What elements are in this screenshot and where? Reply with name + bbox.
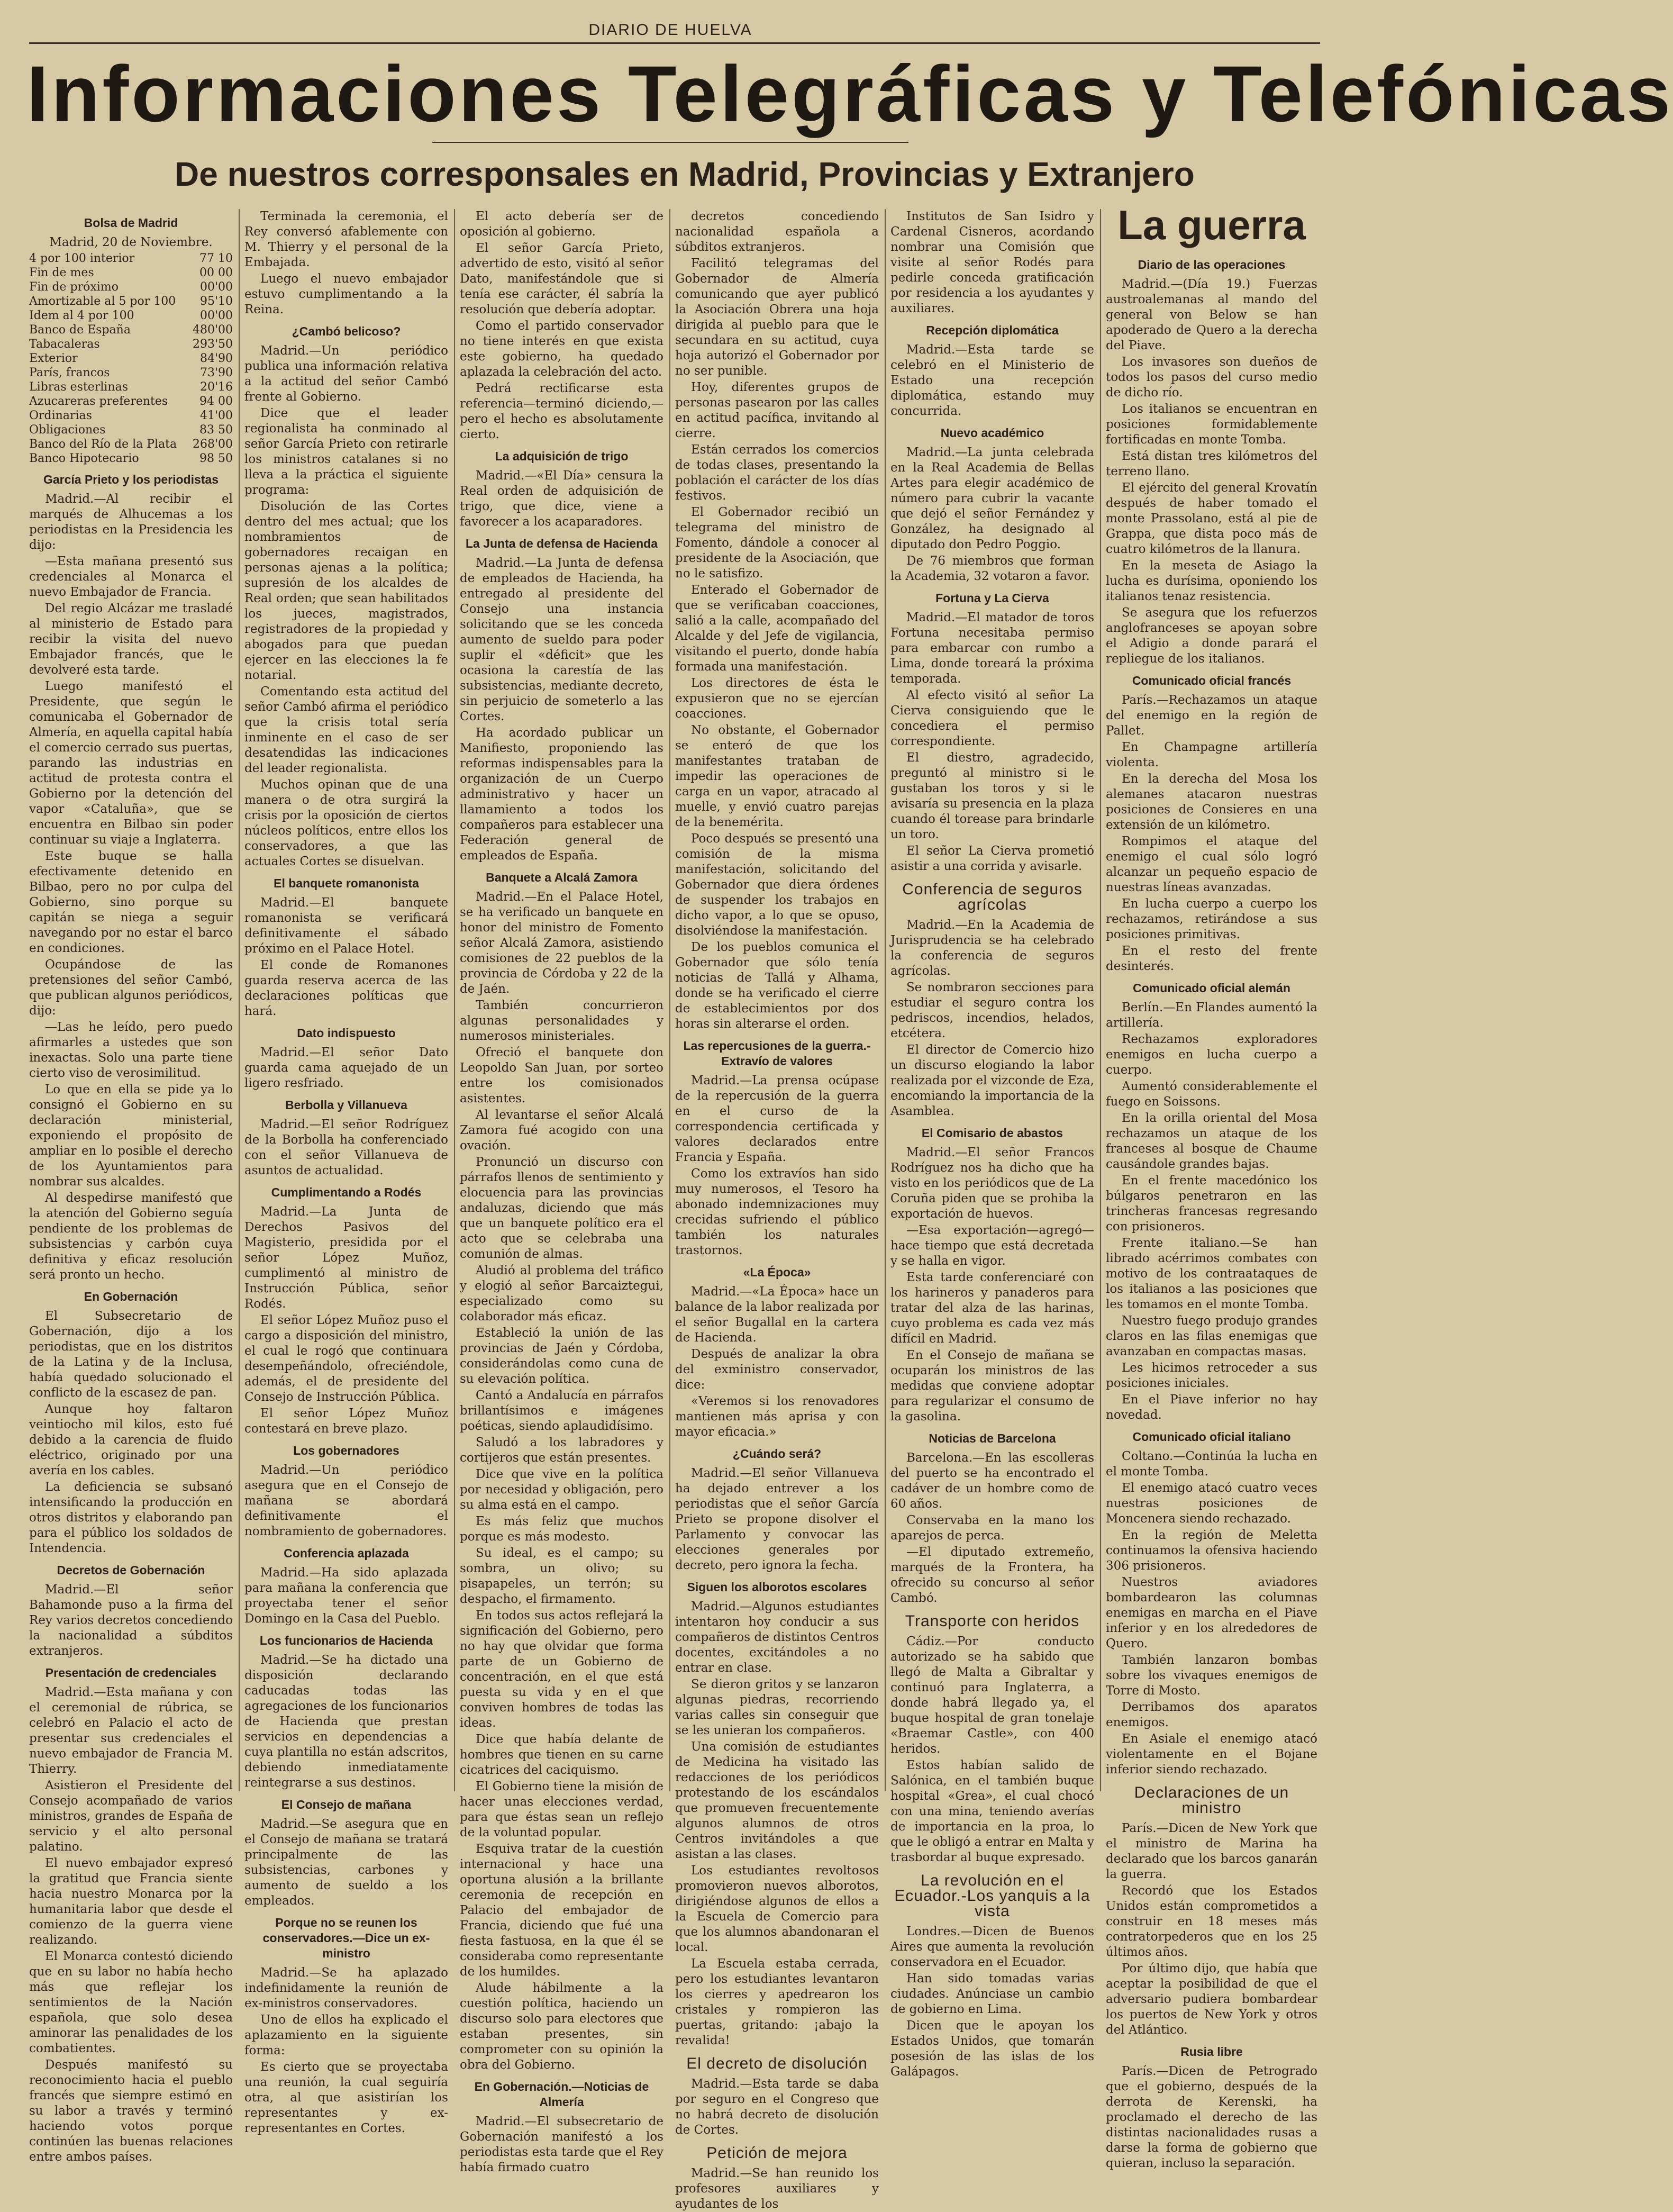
section-heading: Los gobernadores [293, 1444, 399, 1457]
paragraph: De 76 miembros que forman la Academia, 32 votaron a favor. [890, 554, 1094, 583]
table-row [29, 437, 233, 451]
table-row [29, 351, 233, 366]
paragraph: El acto debería ser de oposición al gobierno. [460, 210, 663, 239]
table-row [29, 266, 233, 280]
column-divider [239, 209, 240, 1791]
page-title: Informaciones Telegráficas y Telefónicas [26, 49, 1673, 138]
paragraph: Londres.—Dicen de Buenos Aires que aumenta la revolución conservadora en el Ecuador. [890, 1925, 1094, 1969]
paragraph: Aludió al problema del tráfico y elogió al señor Barcaiztegui, especializado como su colaborador más eficaz. [460, 1264, 663, 1323]
section-heading: Cumplimentando a Rodés [271, 1185, 422, 1199]
section-heading: Dato indispuesto [297, 1026, 396, 1040]
section-heading: Comunicado oficial italiano [1132, 1430, 1291, 1444]
paragraph: París.—Dicen de Petrogrado que el gobierno, después de la derrota de Kerenski, ha proclamado el derecho de las distintas nacionalidades rusas a darse la forma de gobierno que quieran, incluso la separación. [1106, 2064, 1317, 2170]
paragraph: Los estudiantes revoltosos promovieron nuevos alborotos, dirigiéndose algunos de ellos a la Escuela de Comercio para que los alumnos abandonaran el local. [675, 1864, 879, 1954]
paragraph: La deficiencia se subsanó intensificando la producción en otros distritos y elaborando pan para el público los soldados de Intendencia. [29, 1480, 233, 1555]
paragraph: Se asegura que los refuerzos anglofranceses se apoyan sobre el Adigio a donde parará el repliegue de los italianos. [1106, 606, 1317, 666]
column-divider [454, 209, 455, 1791]
paragraph: Madrid.—En el Palace Hotel, se ha verificado un banquete en honor del ministro de Fomento señor Alcalá Zamora, asistiendo comisiones de 22 pueblos de la provincia de Córdoba y 22 de la de Jaén. [460, 890, 663, 996]
paragraph: Madrid.—El señor Villanueva ha dejado entrever a los periodistas que el señor García Prieto se propone disolver el Parlamento y convocar las elecciones generales por decreto, pero ignora la fecha. [675, 1466, 879, 1572]
bolsa-item-value: 293'50 [192, 338, 233, 351]
paragraph: Poco después se presentó una comisión de la misma manifestación, solicitando del Gobernador que diera órdenes de suspender los trabajos en dicho vapor, a lo que se opuso, disolviéndose la manifestación. [675, 832, 879, 938]
section-heading: Declaraciones de un ministro [1134, 1784, 1289, 1817]
section-heading: Siguen los alborotos escolares [687, 1580, 867, 1594]
paragraph: Madrid.—(Día 19.) Fuerzas austroalemanas al mando del general von Below se han apoderado de Quero a la derecha del Piave. [1106, 277, 1317, 352]
section-heading: El Comisario de abastos [921, 1126, 1063, 1140]
paragraph: Está distan tres kilómetros del terreno llano. [1106, 449, 1317, 478]
paragraph: Luego manifestó el Presidente, que según le comunicaba el Gobernador de Almería, en aquella capital había el comercio cerrado sus puertas, parando las industrias en actitud de protesta contra el Gobierno por la detención del vapor «Cataluña», que se encuentra en Bilbao sin poder continuar su viaje a Inglaterra. [29, 679, 233, 847]
section-heading: El Consejo de mañana [281, 1798, 412, 1811]
paragraph: También concurrieron algunas personalidades y numerosos ministeriales. [460, 999, 663, 1043]
paragraph: El señor López Muñoz contestará en breve plazo. [244, 1407, 448, 1436]
paragraph: Al levantarse el señor Alcalá Zamora fué acogido con una ovación. [460, 1108, 663, 1153]
section-heading: Berbolla y Villanueva [285, 1098, 407, 1112]
paragraph: Berlín.—En Flandes aumentó la artillería. [1106, 1001, 1317, 1030]
table-row [29, 409, 233, 423]
section-heading: Los funcionarios de Hacienda [259, 1634, 433, 1647]
section-heading: La Junta de defensa de Hacienda [465, 537, 658, 550]
paragraph: Madrid.—Se asegura que en el Consejo de mañana se tratará principalmente de las subsistencias, carbones y aumento de sueldo a los empleados. [244, 1817, 448, 1908]
paragraph: Una comisión de estudiantes de Medicina ha visitado las redacciones de los periódicos protestando de los escándalos que promueven frecuentemente algunos alumnos de otros Centros invitándoles a que asistan a las clases. [675, 1740, 879, 1861]
bolsa-item-value: 268'00 [192, 438, 233, 451]
paragraph: —Esta mañana presentó sus credenciales al Monarca el nuevo Embajador de Francia. [29, 555, 233, 599]
table-row [29, 251, 233, 266]
bolsa-item-name: Exterior [29, 352, 78, 365]
section-heading: El banquete romanonista [274, 876, 419, 890]
paragraph: —Esa exportación—agregó—hace tiempo que está decretada y se halla en vigor. [890, 1223, 1094, 1268]
paragraph: Les hicimos retroceder a sus posiciones iniciales. [1106, 1361, 1317, 1390]
paragraph: Dice que vive en la política por necesidad y obligación, pero su alma está en el campo. [460, 1467, 663, 1512]
bolsa-item-name: Obligaciones [29, 423, 106, 437]
paragraph: Hoy, diferentes grupos de personas pasearon por las calles en actitud pacífica, invitando al cierre. [675, 380, 879, 440]
section-heading: La revolución en el Ecuador.-Los yanquis a la vista [894, 1872, 1090, 1920]
paragraph: El conde de Romanones guarda reserva acerca de las declaraciones políticas que hará. [244, 958, 448, 1018]
paragraph: Frente italiano.—Se han librado acérrimos combates con motivo de los contraataques de los italianos a las posiciones que les tomamos en el monte Tomba. [1106, 1236, 1317, 1311]
paragraph: El director de Comercio hizo un discurso elogiando la labor realizada por el vizconde de Eza, encomiando la importancia de la Asamblea. [890, 1043, 1094, 1118]
paragraph: Madrid.—En la Academia de Jurisprudencia se ha celebrado la conferencia de seguros agrícolas. [890, 918, 1094, 978]
paragraph: El señor García Prieto, advertido de esto, visitó al señor Dato, manifestándole que si tenía ese carácter, él sabría la resolución que debería adoptar. [460, 241, 663, 316]
paragraph: Madrid.—Un periódico publica una información relativa a la actitud del señor Cambó frente al Gobierno. [244, 344, 448, 404]
paragraph: Esquiva tratar de la cuestión internacional y hace una oportuna alusión a la brillante ceremonia de recepción en Palacio del embajador de Francia, diciendo que fué una fiesta fastuosa, en la que él se consideraba como representante de los humildes. [460, 1842, 663, 1979]
column-divider [885, 209, 886, 1791]
bolsa-item-value: 00 00 [199, 266, 233, 279]
section-heading: Diario de las operaciones [1138, 258, 1286, 271]
paragraph: Los invasores son dueños de todos los pasos del curso medio de dicho río. [1106, 355, 1317, 400]
column-2 [244, 209, 448, 2135]
table-row [29, 323, 233, 337]
bolsa-table [29, 251, 233, 466]
paragraph: Pronunció un discurso con párrafos llenos de sentimiento y elocuencia para las provincias andaluzas, diciendo que más que un banquete político era el acto que se celebraba una comunión de almas. [460, 1155, 663, 1261]
section-heading: «La Época» [743, 1265, 811, 1279]
paragraph: Barcelona.—En las escolleras del puerto se ha encontrado el cadáver de un hombre como de 60 años. [890, 1451, 1094, 1511]
paragraph: Aumentó considerablemente el fuego en Soissons. [1106, 1080, 1317, 1109]
paragraph: Madrid.—El señor Rodríguez de la Borbolla ha conferenciado con el señor Villanueva de asuntos de actualidad. [244, 1118, 448, 1177]
paragraph: Madrid.—Esta tarde se daba por seguro en el Congreso que no habrá decreto de disolución de Cortes. [675, 2077, 879, 2137]
bolsa-item-name: Amortizable al 5 por 100 [29, 295, 176, 308]
paragraph: En el resto del frente desinterés. [1106, 944, 1317, 973]
paragraph: París.—Dicen de New York que el ministro de Marina ha declarado que los barcos ganarán la guerra. [1106, 1821, 1317, 1881]
paragraph: Aunque hoy faltaron veintiocho mil kilos, esto fué debido a la carencia de fluido eléctrico, originado por una avería en los cables. [29, 1402, 233, 1477]
section-heading: Bolsa de Madrid [84, 216, 178, 230]
paragraph: Disolución de las Cortes dentro del mes actual; que los nombramientos de gobernadores recaigan en personas ajenas a la política; supresión de los alcaldes de Real orden; que sean habilitados los jueces, magistrados, registradores de la propiedad y abogados para que puedan ejercer en las elecciones la fe notarial. [244, 500, 448, 682]
table-row [29, 451, 233, 466]
section-heading: Decretos de Gobernación [57, 1563, 205, 1577]
table-row [29, 294, 233, 309]
paragraph: Madrid.—Un periódico asegura que en el Consejo de mañana se abordará definitivamente el nombramiento de gobernadores. [244, 1463, 448, 1538]
paragraph: Recordó que los Estados Unidos están comprometidos a construir en 18 meses más contratorpederos que en los 25 últimos años. [1106, 1884, 1317, 1959]
paragraph: También lanzaron bombas sobre los vivaques enemigos de Torre di Mosto. [1106, 1653, 1317, 1698]
paragraph: Por último dijo, que había que aceptar la posibilidad de que el adversario pudiera bombardear los puertos de New York y otros del Atlántico. [1106, 1962, 1317, 2037]
paragraph: Estableció la unión de las provincias de Jaén y Córdoba, considerándolas como cuna de su elevación política. [460, 1326, 663, 1386]
section-heading: Conferencia aplazada [284, 1546, 409, 1560]
section-heading: Recepción diplomática [926, 323, 1059, 337]
paragraph: Conservaba en la mano los aparejos de perca. [890, 1513, 1094, 1543]
paragraph: Madrid.—Se ha aplazado indefinidamente la reunión de ex-ministros conservadores. [244, 1966, 448, 2010]
paragraph: Facilitó telegramas del Gobernador de Almería comunicando que ayer publicó la Asociación Obrera una hoja dirigida al pueblo para que le secundara en su actitud, cuya hoja autorizó el Gobernador por no ser punible. [675, 257, 879, 378]
paragraph: El señor López Muñoz puso el cargo a disposición del ministro, el cual le rogó que continuara desempeñándolo, ofreciéndole, además, el de presidente del Consejo de Instrucción Pública. [244, 1313, 448, 1404]
table-row [29, 309, 233, 323]
bolsa-item-value: 20'16 [199, 380, 233, 394]
section-heading: En Gobernación.—Noticias de Almería [474, 2080, 649, 2109]
paragraph: —Las he leído, pero puedo afirmarles a ustedes que son inexactas. Solo una parte tiene cierto viso de verosimilitud. [29, 1020, 233, 1080]
paragraph: En lucha cuerpo a cuerpo los rechazamos, retirándose a sus posiciones primitivas. [1106, 897, 1317, 941]
paragraph: Madrid.—La junta celebrada en la Real Academia de Bellas Artes para elegir académico de número para cubrir la vacante que dejó el señor Fernández y González, ha designado al diputado don Pedro Poggio. [890, 446, 1094, 551]
paragraph: Esta tarde conferenciaré con los harineros y panaderos para tratar del alza de las harinas, cuyo problema es cada vez más difícil en Madrid. [890, 1271, 1094, 1346]
paragraph: Madrid.—La Junta de defensa de empleados de Hacienda, ha entregado al presidente del Consejo una instancia solicitando que se les conceda aumento de sueldo para poder suplir el «déficit» que les ocasiona la carestía de las subsistencias, mediante decreto, sin perjuicio de someterlo a las Cortes. [460, 556, 663, 723]
section-heading: Porque no se reunen los conservadores.—Dice un ex-ministro [262, 1916, 430, 1960]
paragraph: Comentando esta actitud del señor Cambó afirma el periódico que la crisis total sería inminente en el caso de ser desatendidas las indicaciones del leader regionalista. [244, 685, 448, 775]
paragraph: Este buque se halla efectivamente detenido en Bilbao, pero no por culpa del Gobierno, sino porque su capitán se niega a seguir navegando por no estar el barco en condiciones. [29, 849, 233, 955]
paragraph: Madrid.—El señor Francos Rodríguez nos ha dicho que ha visto en los periódicos que de La Coruña piden que se prohiba la exportación de huevos. [890, 1146, 1094, 1221]
paragraph: decretos concediendo nacionalidad española a súbditos extranjeros. [675, 210, 879, 254]
bolsa-item-name: Libras esterlinas [29, 380, 128, 394]
column-3 [460, 209, 663, 2174]
section-heading: Conferencia de seguros agrícolas [902, 881, 1083, 913]
title-rule [432, 142, 908, 143]
table-row [29, 366, 233, 380]
paragraph: En Asiale el enemigo atacó violentamente en el Bojane inferior siendo rechazado. [1106, 1732, 1317, 1776]
paragraph: En el Consejo de mañana se ocuparán los ministros de las medidas que conviene adoptar para regularizar el consumo de la gasolina. [890, 1348, 1094, 1424]
bolsa-item-name: Azucareras preferentes [29, 395, 168, 408]
paragraph: Nuestro fuego produjo grandes claros en las filas enemigas que avanzaban en compactas masas. [1106, 1314, 1317, 1358]
paragraph: «Veremos si los renovadores mantienen más aprisa y con mayor eficacia.» [675, 1394, 879, 1439]
section-heading: Petición de mejora [706, 2144, 848, 2162]
paragraph: Madrid.—El subsecretario de Gobernación manifestó a los periodistas esta tarde que el Rey había firmado cuatro [460, 2115, 663, 2174]
paragraph: En Champagne artillería violenta. [1106, 740, 1317, 769]
paragraph: Madrid.—«La Época» hace un balance de la labor realizada por el señor Bugallal en la cartera de Hacienda. [675, 1285, 879, 1345]
bolsa-item-value: 94 00 [199, 395, 233, 408]
paragraph: El enemigo atacó cuatro veces nuestras posiciones de Moncenera siendo rechazado. [1106, 1481, 1317, 1526]
bolsa-item-value: 480'00 [192, 323, 233, 337]
paragraph: En la región de Meletta continuamos la ofensiva haciendo 306 prisioneros. [1106, 1528, 1317, 1573]
bolsa-item-name: Tabacaleras [29, 338, 100, 351]
table-row [29, 394, 233, 409]
section-heading: La adquisición de trigo [495, 449, 629, 463]
paragraph: Alude hábilmente a la cuestión política, haciendo un discurso solo para electores que estaban presentes, sin comprometer con su opinión la obra del Gobierno. [460, 1981, 663, 2072]
column-1 [29, 209, 233, 2164]
paragraph: El Gobierno tiene la misión de hacer unas elecciones verdad, para que éstas sean un reflejo de la voluntad popular. [460, 1780, 663, 1839]
bolsa-item-value: 00'00 [199, 280, 233, 294]
paragraph: Ofreció el banquete don Leopoldo San Juan, por sorteo entre los comisionados asistentes. [460, 1046, 663, 1105]
paragraph: Dice que había delante de hombres que tienen en su carne cicatrices del caciquismo. [460, 1733, 663, 1777]
paragraph: Madrid.—El señor Bahamonde puso a la firma del Rey varios decretos concediendo la nacionalidad a súbditos extranjeros. [29, 1583, 233, 1658]
paragraph: Ocupándose de las pretensiones del señor Cambó, que publican algunos periódicos, dijo: [29, 958, 233, 1018]
bolsa-item-name: Banco Hipotecario [29, 452, 139, 465]
table-row [29, 423, 233, 437]
paragraph: En la orilla oriental del Mosa rechazamos un ataque de los franceses al bosque de Chaume causándole grandes bajas. [1106, 1111, 1317, 1171]
section-heading: Las repercusiones de la guerra.-Extravío de valores [683, 1039, 871, 1068]
section-heading: Presentación de credenciales [45, 1666, 217, 1680]
paragraph: Después manifestó su reconocimiento hacia el pueblo francés que siempre estimó en su labor a través y terminó haciendo votos porque continúen las buenas relaciones entre ambos países. [29, 2058, 233, 2164]
paragraph: Rechazamos exploradores enemigos en lucha cuerpo a cuerpo. [1106, 1032, 1317, 1077]
paragraph: En la derecha del Mosa los alemanes atacaron nuestras posiciones de Consieres en una extensión de un kilómetro. [1106, 772, 1317, 832]
section-heading: Transporte con heridos [905, 1612, 1080, 1630]
column-5 [890, 209, 1094, 2079]
paragraph: Muchos opinan que de una manera o de otra surgirá la crisis por la oposición de ciertos núcleos políticos, entre ellos los conservadores, a que las actuales Cortes se disuelvan. [244, 778, 448, 868]
bolsa-item-value: 84'90 [199, 352, 233, 365]
paragraph: De los pueblos comunica el Gobernador que sólo tenía noticias de Tallá y Alhama, donde se ha verificado el cierre de establecimientos por dos horas sin alterarse el orden. [675, 940, 879, 1031]
table-row [29, 380, 233, 394]
paragraph: Madrid.—«El Día» censura la Real orden de adquisición de trigo, que dice, viene a favorecer a los acaparadores. [460, 469, 663, 529]
bolsa-item-name: Fin de próximo [29, 280, 119, 294]
bolsa-item-name: Ordinarias [29, 409, 92, 422]
section-heading: García Prieto y los periodistas [43, 473, 219, 486]
masthead: DIARIO DE HUELVA [588, 21, 752, 39]
column-divider [1100, 209, 1101, 1791]
masthead-rule [29, 42, 1320, 44]
bolsa-item-value: 95'10 [199, 295, 233, 308]
paragraph: Luego el nuevo embajador estuvo cumplimentando a la Reina. [244, 272, 448, 316]
bolsa-item-value: 83 50 [199, 423, 233, 437]
bolsa-item-value: 77 10 [199, 252, 233, 265]
section-heading: Fortuna y La Cierva [935, 591, 1049, 605]
paragraph: Madrid.—Al recibir el marqués de Alhucemas a los periodistas en la Presidencia les dijo: [29, 492, 233, 552]
paragraph: Madrid.—Esta mañana y con el ceremonial de rúbrica, se celebró en Palacio el acto de presentar sus credenciales el nuevo embajador de Francia M. Thierry. [29, 1685, 233, 1776]
section-heading: Banquete a Alcalá Zamora [486, 871, 638, 884]
paragraph: El nuevo embajador expresó la gratitud que Francia siente hacia nuestro Monarca por la humanitaria labor que desde el comienzo de la guerra viene realizando. [29, 1856, 233, 1947]
paragraph: Los directores de ésta le expusieron que no se ejercían coacciones. [675, 676, 879, 721]
column-6 [1106, 201, 1317, 2170]
paragraph: Lo que en ella se pide ya lo consignó el Gobierno en su declaración ministerial, exponiendo el propósito de ampliar en lo posible el derecho de los Ayuntamientos para nombrar sus alcaldes. [29, 1083, 233, 1189]
bolsa-item-name: Banco del Río de la Plata [29, 438, 177, 451]
section-heading: ¿Cuándo será? [732, 1447, 822, 1461]
paragraph: La Escuela estaba cerrada, pero los estudiantes levantaron los cierres y apedrearon los cristales y rompieron las puertas, gritando: ¡abajo la revalida! [675, 1957, 879, 2047]
section-heading: El decreto de disolución [686, 2055, 868, 2072]
bolsa-item-value: 00'00 [199, 309, 233, 322]
paragraph: Después de analizar la obra del exministro conservador, dice: [675, 1347, 879, 1392]
section-heading: Comunicado oficial francés [1132, 674, 1292, 687]
bolsa-item-name: 4 por 100 interior [29, 252, 135, 265]
paragraph: Como los extravíos han sido muy numerosos, el Tesoro ha abonado indemnizaciones muy crecidas sufriendo el público también los naturales trastornos. [675, 1167, 879, 1257]
paragraph: Madrid.—Se ha dictado una disposición declarando caducadas todas las agregaciones de los funcionarios de Hacienda que prestan servicios en dependencias a cuya plantilla no están adscritos, debiendo inmediatamente reintegrarse a sus destinos. [244, 1653, 448, 1790]
paragraph: Saludó a los labradores y cortijeros que están presentes. [460, 1436, 663, 1465]
bolsa-item-name: Fin de mes [29, 266, 94, 279]
paragraph: En la meseta de Asiago la lucha es durísima, oponiendo los italianos tenaz resistencia. [1106, 559, 1317, 603]
section-heading: Rusia libre [1180, 2045, 1243, 2059]
paragraph: Al efecto visitó al señor La Cierva consiguiendo que le concediera el permiso correspondiente. [890, 688, 1094, 748]
paragraph: En el Piave inferior no hay novedad. [1106, 1393, 1317, 1422]
paragraph: Madrid.—La Junta de Derechos Pasivos del Magisterio, presidida por el señor López Muñoz, cumplimentó al ministro de Instrucción Pública, señor Rodés. [244, 1205, 448, 1311]
section-heading: Nuevo académico [940, 426, 1044, 440]
page-subtitle: De nuestros corresponsales en Madrid, Provincias y Extranjero [175, 155, 1195, 193]
paragraph: Madrid.—Se han reunido los profesores auxiliares y ayudantes de los [675, 2166, 879, 2211]
paragraph: Del regio Alcázar me trasladé al ministerio de Estado para recibir la visita del nuevo Embajador francés, que le devolveré esta tarde. [29, 602, 233, 677]
bolsa-item-value: 41'00 [199, 409, 233, 422]
paragraph: Pedrá rectificarse esta referencia—terminó diciendo,—pero el hecho es absolutamente cierto. [460, 382, 663, 441]
section-heading: ¿Cambó belicoso? [292, 324, 401, 338]
paragraph: Terminada la ceremonia, el Rey conversó afablemente con M. Thierry y el personal de la Embajada. [244, 210, 448, 269]
bolsa-date: Madrid, 20 de Noviembre. [49, 235, 213, 249]
paragraph: Los italianos se encuentran en posiciones formidablemente fortificadas en monte Tomba. [1106, 402, 1317, 447]
paragraph: Dice que el leader regionalista ha conminado al señor García Prieto con retirarle los ministros catalanes si no lleva a la práctica el siguiente programa: [244, 406, 448, 497]
paragraph: El Monarca contestó diciendo que en su labor no había hecho más que reflejar los sentimientos de la Nación española, que solo desea aminorar las penalidades de los combatientes. [29, 1950, 233, 2055]
column-4 [675, 209, 879, 2211]
bolsa-item-value: 73'90 [199, 366, 233, 379]
paragraph: El Subsecretario de Gobernación, dijo a los periodistas, que en los distritos de la Latina y de la Inclusa, había quedado solucionado el conflicto de la escasez de pan. [29, 1309, 233, 1400]
bolsa-item-name: Idem al 4 por 100 [29, 309, 134, 322]
paragraph: Institutos de San Isidro y Cardenal Cisneros, acordando nombrar una Comisión que visite al señor Rodés para pedirle conceda gratificación por residencia a los ayudantes y auxiliares. [890, 210, 1094, 315]
paragraph: Asistieron el Presidente del Consejo acompañado de varios ministros, grandes de España de servicio y el alto personal palatino. [29, 1779, 233, 1854]
paragraph: Madrid.—El señor Dato guarda cama aquejado de un ligero resfriado. [244, 1046, 448, 1090]
paragraph: Han sido tomadas varias ciudades. Anúnciase un cambio de gobierno en Lima. [890, 1972, 1094, 2016]
paragraph: Al despedirse manifestó que la atención del Gobierno seguía pendiente de los problemas de subsistencias y carbón cuya definitiva y eficaz resolución será pronto un hecho. [29, 1191, 233, 1282]
paragraph: Rompimos el ataque del enemigo el cual sólo logró alcanzar un pequeño espacio de nuestras líneas avanzadas. [1106, 835, 1317, 894]
paragraph: —El diputado extremeño, marqués de la Frontera, ha ofrecido su concurso al señor Cambó. [890, 1545, 1094, 1605]
paragraph: Se nombraron secciones para estudiar el seguro contra los pedriscos, incendios, helados, etcétera. [890, 981, 1094, 1040]
paragraph: Su ideal, es el campo; su sombra, un olivo; su pisapapeles, un terrón; su despacho, el firmamento. [460, 1546, 663, 1606]
paragraph: En todos sus actos reflejará la significación del Gobierno, pero no hay que olvidar que forma parte de un Gobierno de concentración, en el que está puesta su vida y en el que conviven hombres de todas las ideas. [460, 1609, 663, 1730]
paragraph: Cantó a Andalucía en párrafos brillantísimos e imágenes poéticas, siendo aplaudidísimo. [460, 1389, 663, 1433]
section-heading: En Gobernación [84, 1290, 178, 1303]
paragraph: El Gobernador recibió un telegrama del ministro de Fomento, dándole a conocer al presidente de la Asociación, que no le satisfizo. [675, 505, 879, 581]
paragraph: Como el partido conservador no tiene interés en que exista este gobierno, ha quedado aplazada la celebración del acto. [460, 319, 663, 379]
paragraph: Están cerrados los comercios de todas clases, presentando la población el carácter de los días festivos. [675, 443, 879, 503]
section-title: La guerra [1117, 202, 1306, 248]
paragraph: Enterado el Gobernador de que se verificaban coacciones, salió a la calle, acompañado del Alcalde y del Jefe de vigilancia, visitando el puerto, donde había formada una manifestación. [675, 583, 879, 674]
bolsa-item-name: París, francos [29, 366, 110, 379]
paragraph: Nuestros aviadores bombardearon las columnas enemigas en marcha en el Piave inferior y en los alrededores de Quero. [1106, 1575, 1317, 1651]
bolsa-item-value: 98 50 [199, 452, 233, 465]
paragraph: Derribamos dos aparatos enemigos. [1106, 1700, 1317, 1729]
paragraph: Cádiz.—Por conducto autorizado se ha sabido que llegó de Malta a Gibraltar y continuó para Inglaterra, a donde habrá llegado ya, el buque hospital de gran tonelaje «Braemar Castle», con 400 heridos. [890, 1635, 1094, 1756]
paragraph: Ha acordado publicar un Manifiesto, proponiendo las reformas indispensables para la organización de un Cuerpo administrativo y hacer un llamamiento a todos los compañeros para establecer una Federación general de empleados de España. [460, 726, 663, 863]
paragraph: Es cierto que se proyectaba una reunión, la cual seguiría otra, al que asistirían los representantes y ex-representantes en Cortes. [244, 2060, 448, 2135]
table-row [29, 280, 233, 294]
paragraph: No obstante, el Gobernador se enteró de que los manifestantes trataban de impedir las operaciones de carga en un vapor, atracado al muelle, y envió cuatro parejas de la benemérita. [675, 723, 879, 829]
paragraph: Uno de ellos ha explicado el aplazamiento en la siguiente forma: [244, 2013, 448, 2057]
column-divider [669, 209, 670, 1791]
paragraph: Madrid.—Ha sido aplazada para mañana la conferencia que proyectaba tener el señor Domingo en la Casa del Pueblo. [244, 1566, 448, 1626]
paragraph: En el frente macedónico los búlgaros penetraron en las trincheras francesas regresando con prisioneros. [1106, 1174, 1317, 1234]
paragraph: Madrid.—Algunos estudiantes intentaron hoy conducir a sus compañeros de distintos Centros docentes, excitándoles a no entrar en clase. [675, 1600, 879, 1675]
paragraph: Madrid.—El matador de toros Fortuna necesitaba permiso para embarcar con rumbo a Lima, donde toreará la próxima temporada. [890, 611, 1094, 686]
paragraph: Coltano.—Continúa la lucha en el monte Tomba. [1106, 1449, 1317, 1479]
section-heading: Comunicado oficial alemán [1133, 981, 1290, 995]
paragraph: París.—Rechazamos un ataque del enemigo en la región de Pallet. [1106, 693, 1317, 738]
section-heading: Noticias de Barcelona [929, 1431, 1056, 1445]
paragraph: Es más feliz que muchos porque es más modesto. [460, 1515, 663, 1544]
table-row [29, 337, 233, 351]
paragraph: Se dieron gritos y se lanzaron algunas piedras, recorriendo varias calles sin conseguir que se les unieran los compañeros. [675, 1678, 879, 1737]
paragraph: El diestro, agradecido, preguntó al ministro si le gustaban los toros y si le avisaría su presencia en la plaza cuando él torease para brindarle un toro. [890, 751, 1094, 841]
paragraph: Dicen que le apoyan los Estados Unidos, que tomarán posesión de las islas de los Galápagos. [890, 2019, 1094, 2079]
paragraph: Madrid.—La prensa ocúpase de la repercusión de la guerra en el curso de la correspondencia certificada y valores declarados entre Francia y España. [675, 1074, 879, 1164]
paragraph: Madrid.—El banquete romanonista se verificará definitivamente el sábado próximo en el Palace Hotel. [244, 896, 448, 956]
paragraph: El ejército del general Krovatín después de haber tomado el monte Prassolano, está al pie de Grappa, que dista poco más de cuatro kilómetros de la llanura. [1106, 481, 1317, 556]
bolsa-item-name: Banco de España [29, 323, 131, 337]
paragraph: Madrid.—Esta tarde se celebró en el Ministerio de Estado una recepción diplomática, estando muy concurrida. [890, 343, 1094, 418]
paragraph: Estos habían salido de Salónica, en el también buque hospital «Grea», el cual chocó con una mina, teniendo averías de importancia en la proa, lo que le obligó a entrar en Malta y trasbordar al buque expresado. [890, 1758, 1094, 1864]
paragraph: El señor La Cierva prometió asistir a una corrida y avisarle. [890, 844, 1094, 873]
